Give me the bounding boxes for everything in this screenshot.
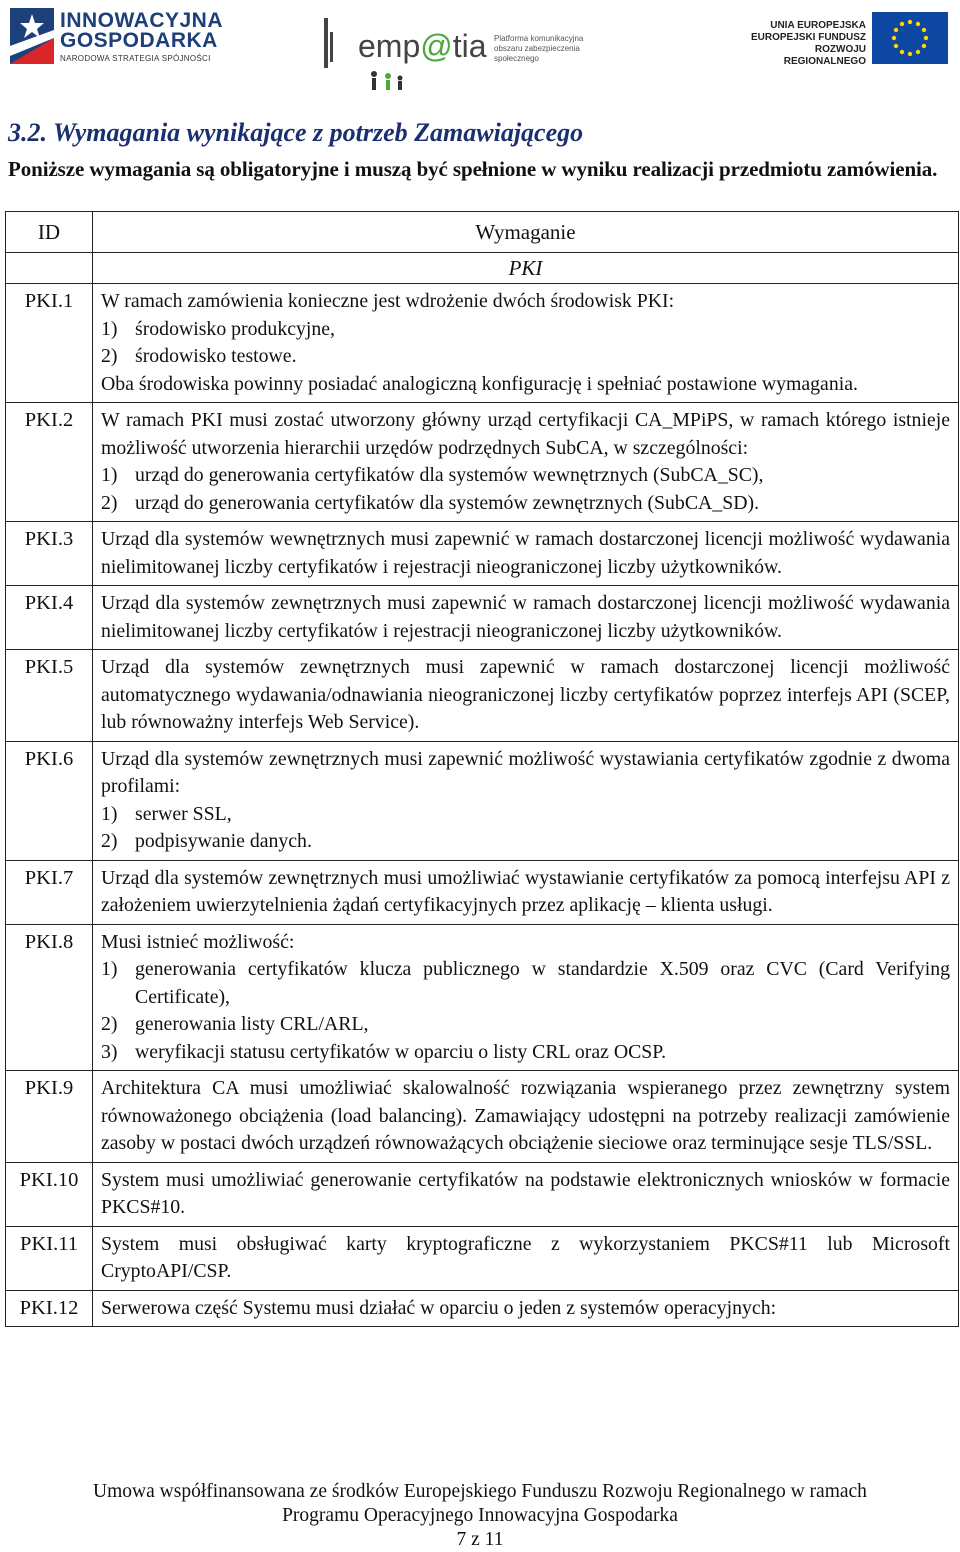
list-item xyxy=(101,801,950,829)
subheader-pki: PKI xyxy=(93,253,959,284)
req-paragraph: Architektura CA musi umożliwiać skalowalność rozwiązania wspieranego przez zewnętrzny system równoważonego obciążenia (load balancing). Zamawiający udostępni na potrzeby realizacji zamówienie zasoby w postaci dwóch urządzeń równoważących obciążenie sieciowe oraz terminujące sesje TLS/SSL. xyxy=(101,1077,950,1154)
innowacyjna-gospodarka-logo xyxy=(10,8,224,66)
req-id: PKI.2 xyxy=(6,403,93,522)
list-item xyxy=(101,1011,950,1039)
subheader-id-cell xyxy=(6,253,93,284)
eu-logo xyxy=(730,12,955,68)
people-icon xyxy=(366,70,416,92)
footer-line1: Umowa współfinansowana ze środków Europejskiego Funduszu Rozwoju Regionalnego w ramach xyxy=(93,1481,867,1502)
req-paragraph: Musi istnieć możliwość: xyxy=(101,930,295,953)
requirements-table xyxy=(5,211,959,1327)
table-row xyxy=(6,403,959,522)
eu-flag-icon xyxy=(872,12,948,64)
list-item xyxy=(101,1039,950,1067)
list-item xyxy=(101,828,950,856)
header-logos xyxy=(0,0,960,100)
eu-line2: EUROPEJSKI FUNDUSZ xyxy=(750,32,866,43)
section-intro: Poniższe wymagania są obligatoryjne i muszą być spełnione w wyniku realizacji przedmiotu zamówienia. xyxy=(8,157,938,181)
list-text: podpisywanie danych. xyxy=(135,830,312,852)
req-paragraph: Urząd dla systemów zewnętrznych musi zapewnić możliwość wystawiania certyfikatów zgodnie z dwoma profilami: xyxy=(101,747,950,797)
empatia-mark-icon xyxy=(322,18,336,68)
req-text xyxy=(93,1226,959,1290)
req-id: PKI.7 xyxy=(6,860,93,924)
req-id: PKI.9 xyxy=(6,1071,93,1163)
list-text: urząd do generowania certyfikatów dla systemów wewnętrznych (SubCA_SC), xyxy=(135,464,764,486)
req-text xyxy=(93,650,959,742)
table-row xyxy=(6,522,959,586)
table-header-row xyxy=(6,212,959,253)
list-number: 2) xyxy=(101,830,118,852)
req-paragraph: Oba środowiska powinny posiadać analogiczną konfigurację i spełniać postawione wymagania. xyxy=(101,372,858,395)
req-id: PKI.10 xyxy=(6,1162,93,1226)
req-text xyxy=(93,403,959,522)
table-row xyxy=(6,284,959,403)
req-text xyxy=(93,1162,959,1226)
list-number: 1) xyxy=(101,464,118,486)
req-paragraph: Serwerowa część Systemu musi działać w oparciu o jeden z systemów operacyjnych: xyxy=(101,1296,777,1319)
table-row xyxy=(6,1162,959,1226)
footer-line2: Programu Operacyjnego Innowacyjna Gospodarka xyxy=(282,1505,678,1526)
table-row xyxy=(6,1290,959,1327)
table-row xyxy=(6,650,959,742)
list-item xyxy=(101,956,950,1011)
list-text: środowisko testowe. xyxy=(135,345,297,367)
list-item xyxy=(101,316,950,344)
table-row xyxy=(6,1226,959,1290)
req-id: PKI.3 xyxy=(6,522,93,586)
req-id: PKI.11 xyxy=(6,1226,93,1290)
ig-flag-icon xyxy=(10,8,54,64)
req-text xyxy=(93,1290,959,1327)
req-paragraph: System musi umożliwiać generowanie certyfikatów na podstawie elektronicznych wniosków w formacie PKCS#10. xyxy=(101,1168,950,1218)
table-row xyxy=(6,741,959,860)
list-number: 1) xyxy=(101,958,118,980)
req-paragraph: Urząd dla systemów zewnętrznych musi zapewnić w ramach dostarczonej licencji możliwość wydawania nielimitowanej liczby certyfikatów i rejestracji nieograniczonej liczby użytkowników. xyxy=(101,592,950,642)
empatia-word-part2: tia xyxy=(452,28,487,64)
req-text xyxy=(93,586,959,650)
table-subheader-row xyxy=(6,253,959,284)
list-text: generowania listy CRL/ARL, xyxy=(135,1013,369,1035)
empatia-subtitle: Platforma komunikacyjna obszaru zabezpieczenia społecznego xyxy=(494,34,584,63)
req-text xyxy=(93,522,959,586)
req-text xyxy=(93,284,959,403)
page-number: 7 z 11 xyxy=(456,1529,504,1550)
list-number: 1) xyxy=(101,802,118,825)
req-id: PKI.4 xyxy=(6,586,93,650)
req-text xyxy=(93,1071,959,1163)
eu-line3: ROZWOJU REGIONALNEGO xyxy=(783,44,866,67)
list-text: urząd do generowania certyfikatów dla systemów zewnętrznych (SubCA_SD). xyxy=(135,491,760,514)
req-text xyxy=(93,924,959,1071)
table-row xyxy=(6,1071,959,1163)
list-item xyxy=(101,462,950,490)
req-id: PKI.5 xyxy=(6,650,93,742)
empatia-logo xyxy=(322,12,602,92)
logo-ig-line2: GOSPODARKA xyxy=(60,29,218,52)
eu-line1: UNIA EUROPEJSKA xyxy=(770,20,866,31)
header-requirement: Wymaganie xyxy=(93,212,959,253)
page-footer xyxy=(0,1480,960,1552)
list-number: 2) xyxy=(101,491,118,514)
req-paragraph: Urząd dla systemów wewnętrznych musi zapewnić w ramach dostarczonej licencji możliwość wydawania nielimitowanej liczby certyfikatów i rejestracji nieograniczonej liczby użytkowników. xyxy=(101,528,950,578)
list-text: serwer SSL, xyxy=(135,802,232,825)
req-paragraph: Urząd dla systemów zewnętrznych musi zapewnić w ramach dostarczonej licencji możliwość automatycznego wydawania/odnawiania nieograniczonej liczby certyfikatów poprzez interfejs API (SCEP, lub równoważny interfejs Web Service). xyxy=(101,656,950,733)
logo-ig-line1: INNOWACYJNA xyxy=(60,9,224,32)
empatia-wordmark xyxy=(358,28,487,65)
eu-logo-text xyxy=(730,20,866,68)
req-paragraph: Urząd dla systemów zewnętrznych musi umożliwiać wystawianie certyfikatów za pomocą interfejsu API z założeniem uwierzytelnienia żądań certyfikacyjnych przez aplikację – klienta usługi. xyxy=(101,866,950,916)
req-paragraph: W ramach PKI musi zostać utworzony główny urząd certyfikacji CA_MPiPS, w ramach którego istnieje możliwość utworzenia hierarchii urzędów podrzędnych SubCA, w szczególności: xyxy=(101,409,950,459)
list-item xyxy=(101,343,950,371)
empatia-word-part1: emp xyxy=(358,28,421,64)
req-paragraph: W ramach zamówienia konieczne jest wdrożenie dwóch środowisk PKI: xyxy=(101,290,675,312)
req-id: PKI.6 xyxy=(6,741,93,860)
list-number: 3) xyxy=(101,1040,118,1063)
list-text: środowisko produkcyjne, xyxy=(135,317,335,340)
list-item xyxy=(101,490,950,518)
logo-ig-line3: NARODOWA STRATEGIA SPÓJNOŚCI xyxy=(60,54,211,63)
req-paragraph: System musi obsługiwać karty kryptograficzne z wykorzystaniem PKCS#11 lub Microsoft CryptoAPI/CSP. xyxy=(101,1232,950,1282)
req-id: PKI.12 xyxy=(6,1290,93,1327)
list-number: 1) xyxy=(101,317,118,340)
section-title: 3.2. Wymagania wynikające z potrzeb Zamawiającego xyxy=(8,118,584,147)
table-row xyxy=(6,860,959,924)
req-id: PKI.8 xyxy=(6,924,93,1071)
list-number: 2) xyxy=(101,345,118,367)
list-text: weryfikacji statusu certyfikatów w oparciu o listy CRL oraz OCSP. xyxy=(135,1040,667,1063)
list-text: generowania certyfikatów klucza publicznego w standardzie X.509 oraz CVC (Card Verifying Certificate), xyxy=(135,958,950,1008)
req-id: PKI.1 xyxy=(6,284,93,403)
table-row xyxy=(6,586,959,650)
list-number: 2) xyxy=(101,1013,118,1035)
empatia-word-at: @ xyxy=(420,28,453,64)
table-row xyxy=(6,924,959,1071)
req-text xyxy=(93,860,959,924)
req-text xyxy=(93,741,959,860)
header-id: ID xyxy=(6,212,93,253)
